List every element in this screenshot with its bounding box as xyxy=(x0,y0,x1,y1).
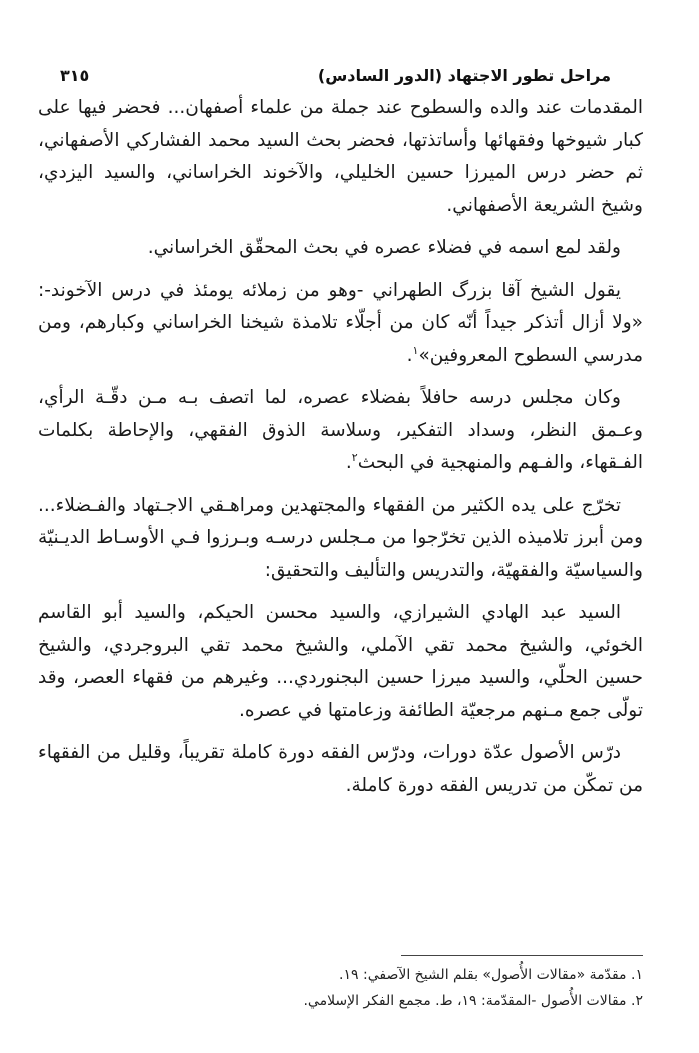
footnote: ٢. مقالات الأُصول -المقدّمة: ١٩، ط. مجمع الفكر الإسلامي. xyxy=(303,993,643,1009)
paragraph: يقول الشيخ آقا بزرگ الطهراني -وهو من زملائه يومئذ في درس الآخوند-: «ولا أزال أتذكر جيداً أنّه كان من أجلّاء تلامذة شيخنا الخراساني وكبارهم، ومن مدرسي السطوح المعروفين»$^١$. xyxy=(38,279,643,366)
paragraph-text: يقول الشيخ آقا بزرگ الطهراني -وهو من زملائه يومئذ في درس الآخوند-: «ولا أزال أتذكر جيداً أنّه كان من أجلّاء تلامذة شيخنا الخراساني وكبارهم، ومن مدرسي السطوح المعروفين» xyxy=(38,279,643,366)
paragraph: السيد عبد الهادي الشيرازي، والسيد محسن الحيكم، والسيد أبو القاسم الخوئي، والشيخ محمد تقي الآملي، والشيخ محمد تقي البروجردي، والشيخ حسين الحلّي، والسيد ميرزا حسين البجنوردي... وغيرهم من فقهاء العصر، وقد تولّى جمع مـنهم مرجعيّة الطائفة وزعامتها في عصره. xyxy=(38,602,643,721)
page-number: ٣١٥ xyxy=(60,65,90,85)
paragraph: وكان مجلس درسه حافلاً بفضلاء عصره، لما اتصف بـه مـن دقّـة الرأي، وعـمق النظر، وسداد التفكير، وسلاسة الذوق الفقهي، والإحاطة بكلمات الفـقهاء، والفـهم والمنهجية في البحث$^٢$. xyxy=(38,387,643,473)
footnote-divider xyxy=(401,955,643,956)
paragraph: ولقد لمع اسمه في فضلاء عصره في بحث المحقّق الخراساني. xyxy=(147,237,621,258)
footnote-marker: ١ xyxy=(412,343,419,357)
body-text xyxy=(38,92,643,812)
footnotes xyxy=(60,962,643,1014)
footnote-marker: ٢ xyxy=(351,450,358,464)
running-header xyxy=(60,60,611,90)
paragraph: تخرّج على يده الكثير من الفقهاء والمجتهدين ومراهـقي الاجـتهاد والفـضلاء... ومن أبرز تلاميذه الذين تخرّجوا من مـجلس درسـه وبـرزوا فـي الأوسـاط الديـنيّة والسياسيّة والفقهيّة، والتدريس والتأليف والتحقيق: xyxy=(38,494,643,581)
paragraph: درّس الأصول عدّة دورات، ودرّس الفقه دورة كاملة تقريباً، وقليل من الفقهاء من تمكّن من تدريس الفقه دورة كاملة. xyxy=(38,742,643,796)
paragraph-text: وكان مجلس درسه حافلاً بفضلاء عصره، لما اتصف بـه مـن دقّـة الرأي، وعـمق النظر، وسداد التفكير، وسلاسة الذوق الفقهي، والإحاطة بكلمات الفـقهاء، والفـهم والمنهجية في البحث xyxy=(38,387,643,473)
paragraph: المقدمات عند والده والسطوح عند جملة من علماء أصفهان... فحضر فيها على كبار شيوخها وفقهائها وأساتذتها، فحضر بحث السيد محمد الفشاركي الأصفهاني، ثم حضر درس الميرزا حسين الخليلي، والآخوند الخراساني، والسيد اليزدي، وشيخ الشريعة الأصفهاني. xyxy=(38,97,643,216)
running-title: مراحل تطور الاجتهاد (الدور السادس) xyxy=(317,65,611,85)
footnote: ١. مقدّمة «مقالات الأُصول» بقلم الشيخ الآصفي: ١٩. xyxy=(339,967,643,983)
